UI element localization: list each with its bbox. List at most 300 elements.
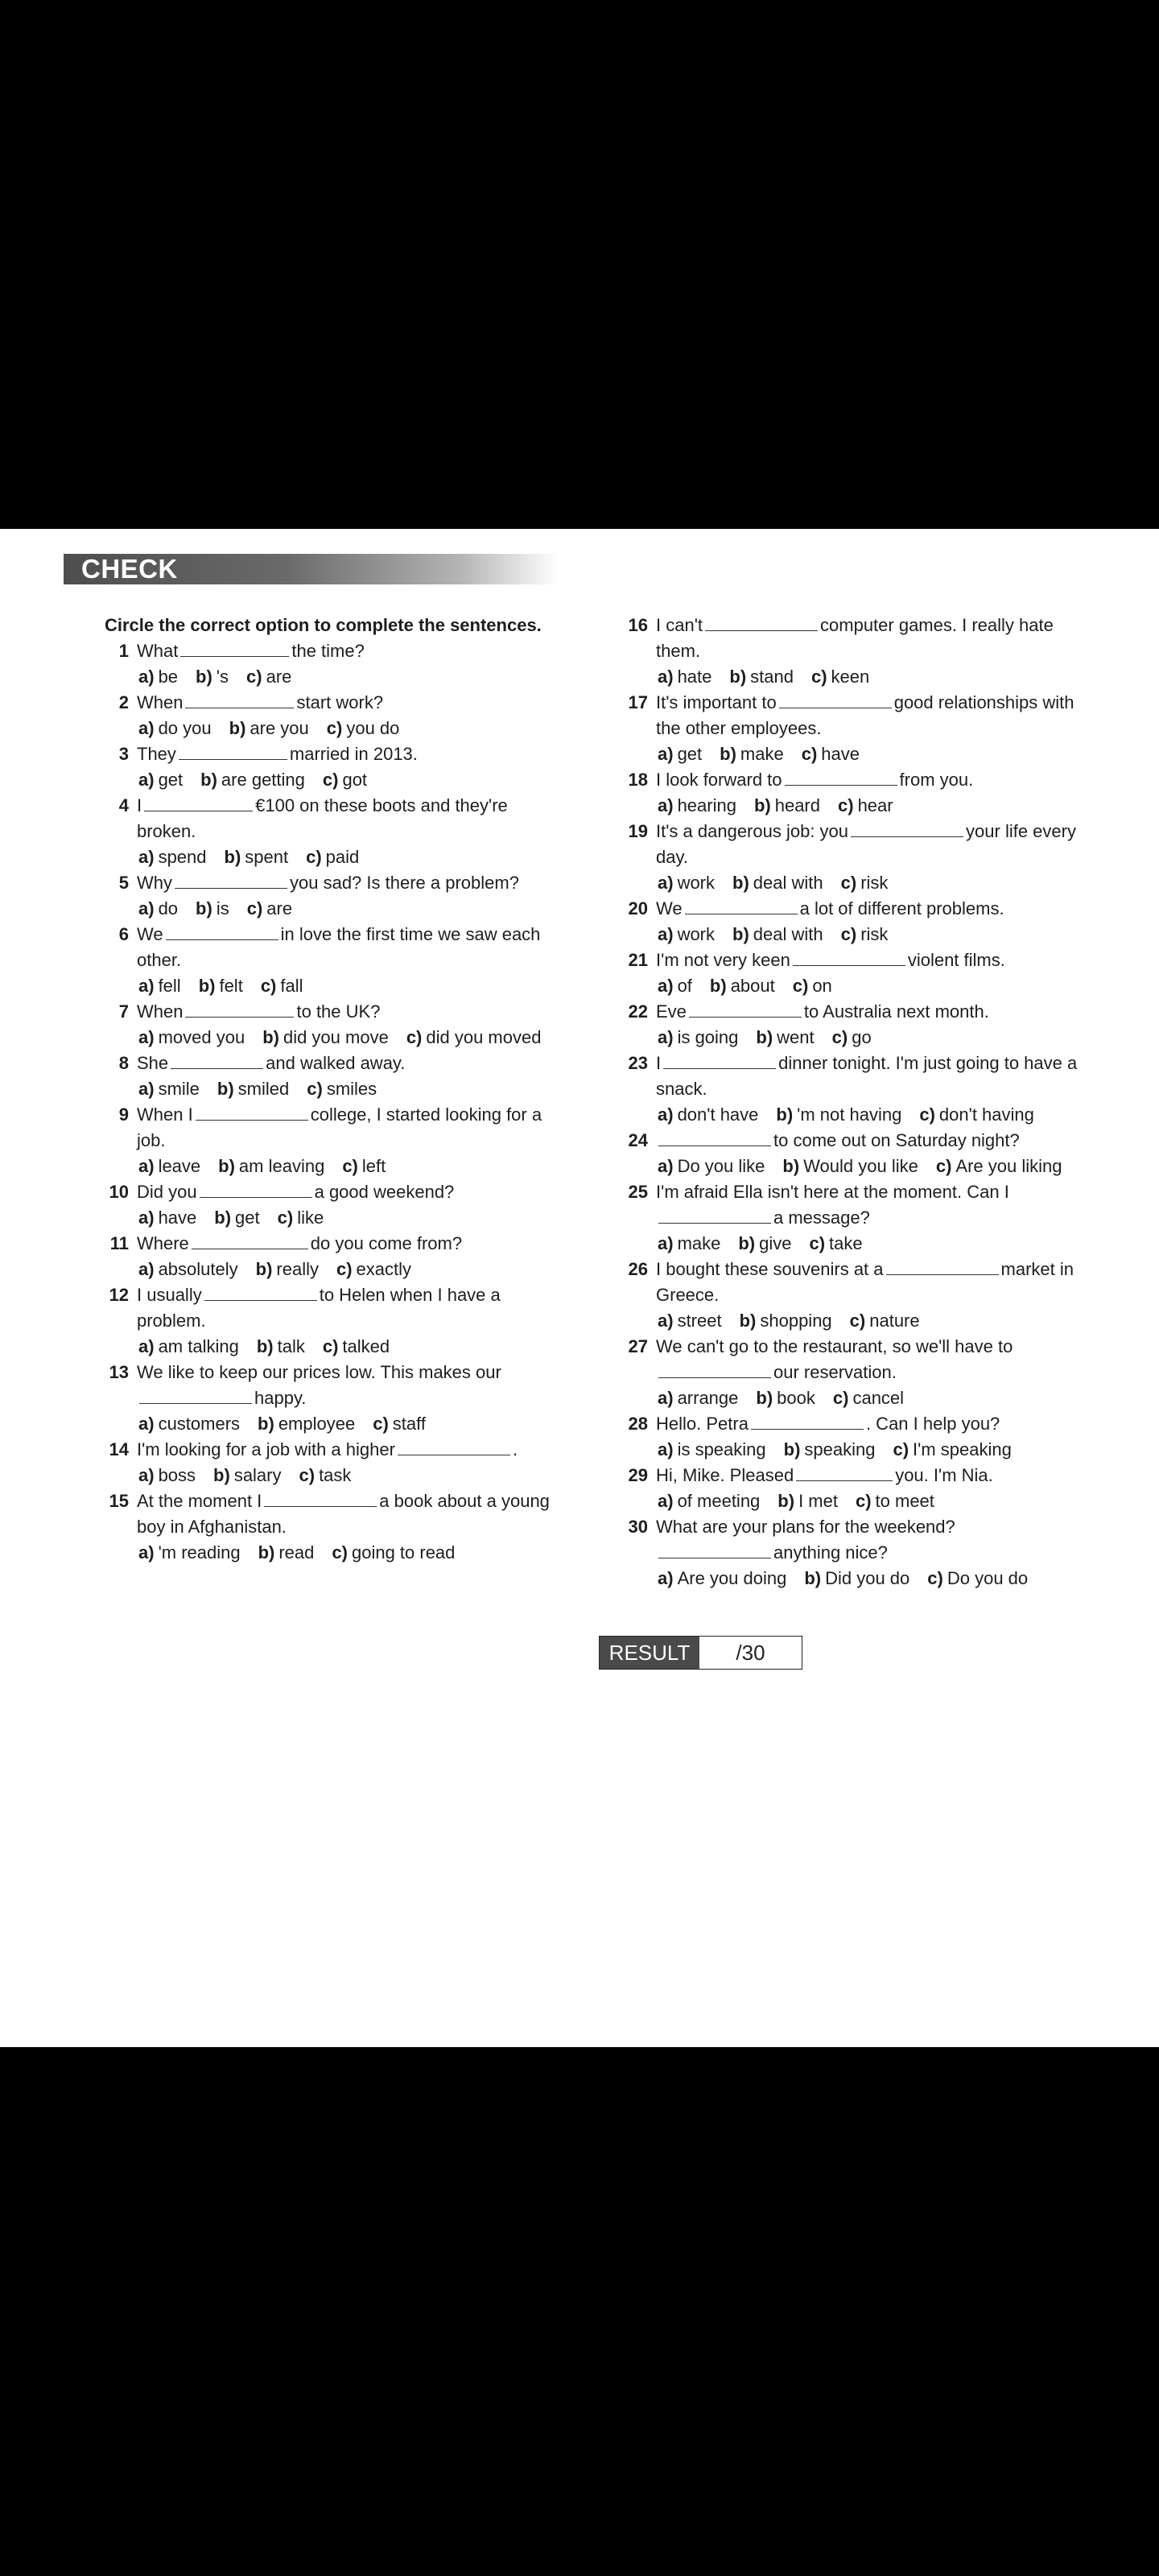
- question-item: [624, 999, 1083, 1051]
- answer-option[interactable]: [658, 1568, 786, 1588]
- answer-option[interactable]: [327, 718, 400, 738]
- question-number: 14: [109, 1439, 129, 1459]
- answer-option[interactable]: [213, 1465, 281, 1485]
- option-text: Do you do: [947, 1568, 1029, 1588]
- answer-blank[interactable]: [851, 822, 963, 837]
- option-text: customers: [158, 1414, 241, 1434]
- answer-option[interactable]: [138, 1079, 200, 1099]
- option-text: book: [777, 1388, 815, 1408]
- question-item: [105, 922, 563, 999]
- question-item: [624, 1179, 1083, 1257]
- answer-option[interactable]: [261, 976, 303, 996]
- question-part: a good weekend?: [314, 1182, 455, 1202]
- option-letter: a): [658, 924, 674, 944]
- question-item: [624, 1051, 1083, 1128]
- option-letter: b): [732, 873, 749, 893]
- question-number: 9: [118, 1104, 129, 1125]
- option-text: don't having: [938, 1104, 1034, 1125]
- answer-blank[interactable]: [689, 1002, 802, 1018]
- answer-option[interactable]: [257, 1336, 305, 1356]
- question-number: 6: [118, 924, 129, 944]
- option-text: am talking: [158, 1336, 239, 1356]
- option-letter: c): [246, 667, 262, 687]
- question-number: 2: [118, 692, 129, 712]
- option-letter: b): [720, 744, 736, 764]
- option-letter: c): [832, 1388, 849, 1408]
- answer-option[interactable]: [809, 1233, 862, 1253]
- option-letter: c): [893, 1439, 909, 1459]
- answer-blank[interactable]: [779, 693, 892, 708]
- question-text: [105, 690, 563, 716]
- option-letter: c): [326, 718, 343, 738]
- question-item: [105, 1437, 563, 1488]
- question-part: I: [656, 1053, 662, 1073]
- answer-blank[interactable]: [658, 1131, 771, 1146]
- answer-blank[interactable]: [705, 616, 818, 631]
- option-letter: a): [658, 1568, 674, 1588]
- question-part: I usually: [137, 1285, 202, 1305]
- option-letter: b): [217, 1079, 234, 1099]
- question-text: [624, 613, 1083, 664]
- option-letter: c): [809, 1233, 826, 1253]
- answer-option[interactable]: [138, 847, 207, 867]
- question-item: [105, 1282, 563, 1360]
- option-letter: a): [138, 667, 155, 687]
- question-part: you sad? Is there a problem?: [290, 873, 519, 893]
- option-letter: a): [138, 1208, 155, 1228]
- option-letter: b): [756, 1027, 773, 1047]
- answer-option[interactable]: [323, 770, 367, 790]
- option-text: risk: [860, 873, 889, 893]
- option-letter: c): [342, 1156, 358, 1176]
- question-part: .: [512, 1439, 518, 1459]
- option-text: are: [266, 667, 292, 687]
- answer-blank[interactable]: [685, 899, 798, 914]
- answer-option[interactable]: [138, 718, 212, 738]
- option-letter: b): [262, 1027, 279, 1047]
- answer-options: [105, 716, 563, 741]
- answer-option[interactable]: [138, 1208, 196, 1228]
- question-item: [105, 1051, 563, 1102]
- question-part: I can't: [656, 615, 703, 635]
- answer-option[interactable]: [811, 667, 869, 687]
- answer-option[interactable]: [658, 976, 692, 996]
- answer-option[interactable]: [720, 744, 784, 764]
- question-part: When I: [137, 1104, 193, 1125]
- result-box: [599, 1636, 802, 1670]
- question-item: [105, 793, 563, 870]
- answer-options: [105, 1025, 563, 1051]
- answer-option[interactable]: [658, 1104, 758, 1125]
- answer-option[interactable]: [229, 718, 309, 738]
- question-part: Hi, Mike. Pleased: [656, 1465, 794, 1485]
- answer-option[interactable]: [793, 976, 832, 996]
- answer-option[interactable]: [658, 795, 736, 815]
- question-part: a message?: [773, 1208, 870, 1228]
- question-part: When: [137, 692, 184, 712]
- option-letter: b): [709, 976, 727, 996]
- question-text: [624, 1334, 1083, 1385]
- question-part: to Australia next month.: [803, 1001, 989, 1022]
- answer-option[interactable]: [138, 1156, 200, 1176]
- instructions: Circle the correct option to complete the sentences.: [105, 615, 542, 635]
- option-text: felt: [219, 976, 243, 996]
- question-number: 16: [628, 615, 648, 635]
- answer-option[interactable]: [658, 1233, 720, 1253]
- question-item: [624, 690, 1083, 767]
- answer-option[interactable]: [373, 1414, 426, 1434]
- answer-blank[interactable]: [204, 1286, 317, 1301]
- option-text: talked: [342, 1336, 390, 1356]
- answer-blank[interactable]: [264, 1492, 377, 1507]
- answer-option[interactable]: [138, 1542, 241, 1563]
- answer-options: [105, 1205, 563, 1231]
- answer-option[interactable]: [306, 847, 359, 867]
- answer-option[interactable]: [776, 1104, 901, 1125]
- question-item: [624, 767, 1083, 819]
- answer-option[interactable]: [214, 1208, 259, 1228]
- question-text: [105, 1051, 563, 1076]
- option-text: street: [677, 1311, 722, 1331]
- option-letter: a): [658, 1388, 674, 1408]
- option-text: paid: [325, 847, 360, 867]
- question-number: 27: [628, 1336, 648, 1356]
- option-letter: b): [777, 1491, 795, 1511]
- answer-option[interactable]: [658, 1439, 766, 1459]
- answer-blank[interactable]: [751, 1414, 864, 1430]
- answer-option[interactable]: [841, 873, 889, 893]
- answer-option[interactable]: [777, 1491, 838, 1511]
- question-text: [624, 767, 1083, 793]
- answer-blank[interactable]: [793, 951, 905, 966]
- answer-options: [624, 1231, 1083, 1257]
- question-text: [105, 793, 563, 844]
- answer-option[interactable]: [336, 1259, 411, 1279]
- question-part: you. I'm Nia.: [895, 1465, 993, 1485]
- answer-option[interactable]: [200, 770, 305, 790]
- answer-option[interactable]: [658, 873, 715, 893]
- answer-option[interactable]: [323, 1336, 390, 1356]
- answer-option[interactable]: [138, 770, 183, 790]
- option-text: get: [677, 744, 703, 764]
- left-column: [105, 613, 563, 1566]
- answer-blank[interactable]: [185, 693, 294, 708]
- question-number: 29: [628, 1465, 648, 1485]
- option-letter: a): [658, 1491, 674, 1511]
- answer-option[interactable]: [738, 1233, 791, 1253]
- option-letter: c): [306, 847, 322, 867]
- answer-blank[interactable]: [658, 1208, 771, 1224]
- option-text: do: [158, 898, 179, 919]
- option-letter: a): [138, 1156, 155, 1176]
- answer-option[interactable]: [196, 898, 229, 919]
- question-text: [105, 870, 563, 896]
- option-text: like: [297, 1208, 324, 1228]
- right-column: [624, 613, 1083, 1591]
- option-text: hear: [857, 795, 893, 815]
- question-part: violent films.: [907, 950, 1005, 970]
- answer-option[interactable]: [832, 1027, 872, 1047]
- option-letter: b): [196, 898, 212, 919]
- option-text: moved you: [158, 1027, 245, 1047]
- question-item: [105, 1488, 563, 1566]
- answer-option[interactable]: [256, 1259, 319, 1279]
- answer-option[interactable]: [218, 1156, 324, 1176]
- question-part: market in Greece.: [656, 1259, 1074, 1305]
- option-text: Are you liking: [955, 1156, 1062, 1176]
- answer-option[interactable]: [658, 667, 711, 687]
- answer-option[interactable]: [729, 667, 794, 687]
- answer-options: [624, 793, 1083, 819]
- answer-option[interactable]: [138, 1336, 239, 1356]
- option-letter: b): [258, 1542, 275, 1563]
- option-text: talk: [277, 1336, 305, 1356]
- answer-option[interactable]: [658, 744, 702, 764]
- option-text: arrange: [677, 1388, 739, 1408]
- question-text: [105, 922, 563, 973]
- question-item: [105, 1102, 563, 1179]
- option-text: shopping: [760, 1311, 832, 1331]
- question-number: 19: [628, 821, 648, 841]
- option-letter: c): [277, 1208, 294, 1228]
- question-part: Where: [137, 1233, 189, 1253]
- answer-option[interactable]: [838, 795, 893, 815]
- answer-blank[interactable]: [796, 1466, 893, 1481]
- answer-option[interactable]: [658, 1027, 738, 1047]
- option-text: work: [677, 873, 716, 893]
- answer-option[interactable]: [278, 1208, 324, 1228]
- question-text: [105, 999, 563, 1025]
- option-text: on: [812, 976, 832, 996]
- option-letter: a): [138, 770, 155, 790]
- question-item: [105, 741, 563, 793]
- answer-option[interactable]: [262, 1027, 389, 1047]
- question-part: dinner tonight. I'm just going to have a snack.: [656, 1053, 1078, 1099]
- answer-option[interactable]: [299, 1465, 352, 1485]
- answer-option[interactable]: [225, 847, 289, 867]
- answer-option[interactable]: [782, 1156, 918, 1176]
- question-text: [624, 1179, 1083, 1231]
- option-text: have: [158, 1208, 197, 1228]
- question-part: happy.: [254, 1388, 307, 1408]
- answer-blank[interactable]: [663, 1054, 776, 1069]
- option-letter: c): [307, 1079, 323, 1099]
- question-part: a lot of different problems.: [799, 898, 1004, 919]
- answer-option[interactable]: [710, 976, 775, 996]
- answer-option[interactable]: [196, 667, 229, 687]
- question-part: I'm not very keen: [656, 950, 790, 970]
- question-part: a book about a young boy in Afghanistan.: [137, 1491, 550, 1537]
- option-letter: a): [658, 1233, 674, 1253]
- question-part: good relationships with the other employees.: [656, 692, 1074, 738]
- answer-option[interactable]: [804, 1568, 909, 1588]
- answer-options: [624, 1102, 1083, 1128]
- option-text: 'm not having: [797, 1104, 902, 1125]
- option-text: Do you like: [677, 1156, 765, 1176]
- option-text: employee: [278, 1414, 356, 1434]
- option-letter: a): [658, 1104, 674, 1125]
- option-text: of: [677, 976, 692, 996]
- question-part: start work?: [296, 692, 384, 712]
- answer-blank[interactable]: [196, 1105, 308, 1121]
- option-text: deal with: [753, 924, 823, 944]
- option-letter: b): [782, 1156, 800, 1176]
- option-text: hearing: [677, 795, 736, 815]
- option-text: is going: [677, 1027, 739, 1047]
- answer-blank[interactable]: [180, 642, 289, 657]
- option-letter: c): [336, 1259, 353, 1279]
- answer-options: [105, 1076, 563, 1102]
- answer-blank[interactable]: [179, 745, 287, 760]
- option-text: fall: [280, 976, 303, 996]
- option-text: are getting: [221, 770, 305, 790]
- answer-option[interactable]: [919, 1104, 1034, 1125]
- answer-option[interactable]: [406, 1027, 542, 1047]
- answer-option[interactable]: [246, 667, 291, 687]
- answer-option[interactable]: [138, 667, 178, 687]
- question-text: [105, 1488, 563, 1540]
- option-text: 's: [216, 667, 229, 687]
- option-text: salary: [233, 1465, 282, 1485]
- option-letter: c): [927, 1568, 943, 1588]
- question-part: It's a dangerous job: you: [656, 821, 849, 841]
- question-number: 20: [628, 898, 648, 919]
- answer-option[interactable]: [936, 1156, 1062, 1176]
- option-letter: a): [658, 744, 674, 764]
- answer-blank[interactable]: [658, 1543, 771, 1558]
- question-item: [105, 870, 563, 922]
- answer-blank[interactable]: [398, 1440, 510, 1455]
- answer-blank[interactable]: [139, 1389, 252, 1404]
- question-text: [105, 1179, 563, 1205]
- answer-option[interactable]: [138, 1465, 196, 1485]
- option-text: smiles: [326, 1079, 377, 1099]
- option-text: task: [319, 1465, 352, 1485]
- option-text: really: [276, 1259, 319, 1279]
- question-part: They: [137, 744, 176, 764]
- answer-blank[interactable]: [144, 796, 253, 811]
- answer-blank[interactable]: [192, 1234, 308, 1249]
- answer-option[interactable]: [332, 1542, 455, 1563]
- answer-blank[interactable]: [658, 1363, 771, 1378]
- answer-option[interactable]: [732, 924, 823, 944]
- option-text: got: [342, 770, 368, 790]
- question-item: [105, 1231, 563, 1282]
- option-text: Did you do: [825, 1568, 910, 1588]
- option-letter: c): [855, 1491, 872, 1511]
- answer-option[interactable]: [756, 1027, 814, 1047]
- answer-option[interactable]: [784, 1439, 876, 1459]
- answer-option[interactable]: [802, 744, 860, 764]
- answer-option[interactable]: [658, 924, 715, 944]
- option-text: about: [730, 976, 775, 996]
- answer-option[interactable]: [732, 873, 823, 893]
- option-text: make: [677, 1233, 721, 1253]
- option-text: keen: [831, 667, 870, 687]
- answer-option[interactable]: [138, 1259, 238, 1279]
- question-part: your life every day.: [656, 821, 1076, 867]
- question-part: the time?: [291, 641, 365, 661]
- answer-options: [105, 1463, 563, 1488]
- answer-option[interactable]: [138, 976, 181, 996]
- answer-blank[interactable]: [200, 1183, 312, 1198]
- question-part: our reservation.: [773, 1362, 897, 1382]
- answer-option[interactable]: [658, 1388, 738, 1408]
- question-number: 22: [628, 1001, 648, 1022]
- answer-options: [105, 1154, 563, 1179]
- answer-option[interactable]: [850, 1311, 920, 1331]
- answer-option[interactable]: [138, 1414, 240, 1434]
- answer-option[interactable]: [658, 1156, 765, 1176]
- answer-blank[interactable]: [166, 925, 278, 940]
- answer-option[interactable]: [927, 1568, 1028, 1588]
- answer-option[interactable]: [138, 898, 178, 919]
- answer-option[interactable]: [199, 976, 243, 996]
- option-letter: b): [729, 667, 747, 687]
- question-part: anything nice?: [773, 1542, 888, 1563]
- answer-blank[interactable]: [175, 873, 287, 889]
- question-number: 4: [118, 795, 129, 815]
- answer-blank[interactable]: [785, 770, 897, 786]
- answer-option[interactable]: [833, 1388, 904, 1408]
- answer-options: [624, 1488, 1083, 1514]
- question-item: [624, 1514, 1083, 1591]
- answer-option[interactable]: [342, 1156, 386, 1176]
- answer-option[interactable]: [740, 1311, 832, 1331]
- option-letter: b): [229, 718, 246, 738]
- question-text: [105, 1102, 563, 1154]
- option-text: do you: [158, 718, 212, 738]
- question-number: 21: [628, 950, 648, 970]
- answer-option[interactable]: [258, 1414, 355, 1434]
- question-part: What are your plans for the weekend?: [656, 1517, 955, 1537]
- answer-blank[interactable]: [185, 1002, 294, 1018]
- answer-option[interactable]: [658, 1491, 760, 1511]
- question-part: We: [137, 924, 163, 944]
- question-text: [624, 819, 1083, 870]
- option-text: did you move: [283, 1027, 389, 1047]
- question-part: to come out on Saturday night?: [773, 1130, 1020, 1150]
- answer-option[interactable]: [138, 1027, 245, 1047]
- answer-blank[interactable]: [171, 1054, 263, 1069]
- question-text: [624, 947, 1083, 973]
- option-letter: c): [919, 1104, 935, 1125]
- answer-option[interactable]: [307, 1079, 377, 1099]
- option-text: cancel: [852, 1388, 905, 1408]
- answer-option[interactable]: [217, 1079, 289, 1099]
- option-text: nature: [869, 1311, 920, 1331]
- answer-option[interactable]: [856, 1491, 934, 1511]
- answer-option[interactable]: [754, 795, 820, 815]
- answer-option[interactable]: [893, 1439, 1011, 1459]
- option-text: to meet: [875, 1491, 934, 1511]
- answer-option[interactable]: [258, 1542, 315, 1563]
- question-text: [624, 1411, 1083, 1437]
- answer-blank[interactable]: [886, 1260, 999, 1275]
- section-title: CHECK: [81, 554, 178, 584]
- option-letter: a): [138, 1542, 155, 1563]
- option-text: is speaking: [677, 1439, 766, 1459]
- option-letter: b): [196, 667, 212, 687]
- option-text: are: [266, 898, 293, 919]
- option-letter: c): [838, 795, 854, 815]
- answer-option[interactable]: [247, 898, 292, 919]
- answer-option[interactable]: [841, 924, 889, 944]
- question-number: 23: [628, 1053, 648, 1073]
- option-text: leave: [158, 1156, 201, 1176]
- answer-option[interactable]: [658, 1311, 722, 1331]
- answer-option[interactable]: [756, 1388, 815, 1408]
